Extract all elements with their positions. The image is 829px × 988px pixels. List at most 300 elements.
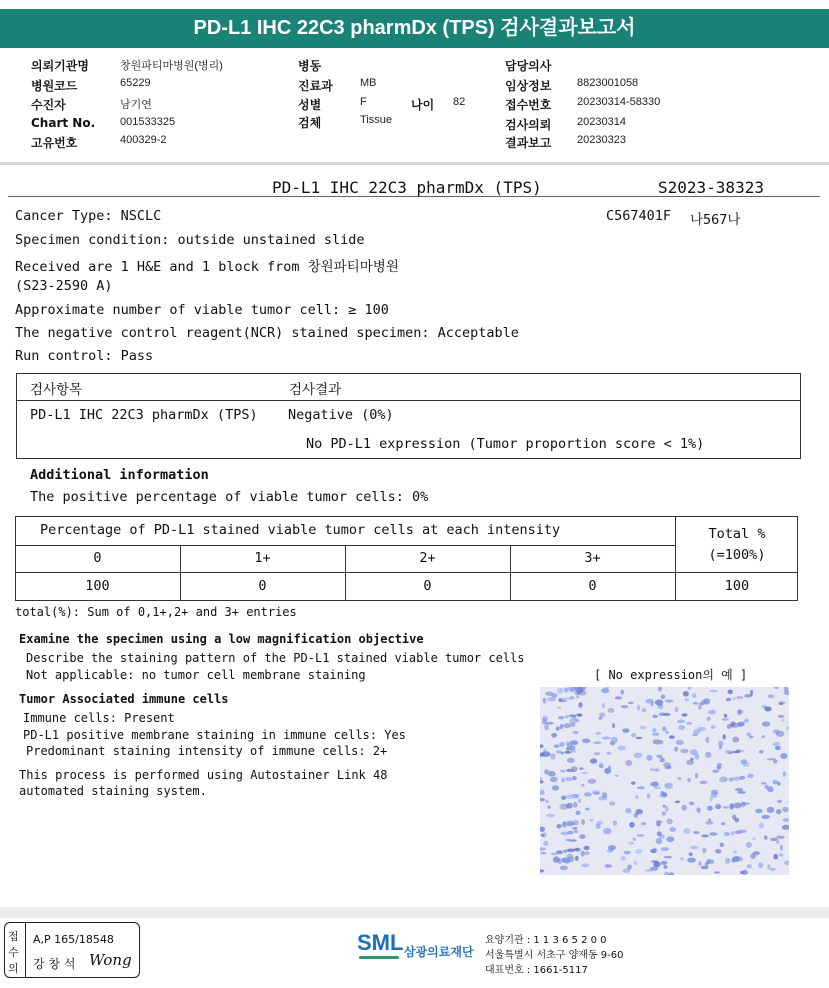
result-col-result-header: 검사결과 bbox=[289, 382, 342, 398]
cell-nucleus bbox=[714, 871, 720, 873]
cell-nucleus bbox=[690, 749, 698, 755]
cell-nucleus bbox=[703, 698, 710, 704]
cell-nucleus bbox=[752, 838, 756, 840]
label-doctor: 담당의사 bbox=[505, 59, 552, 73]
label-unique-no: 고유번호 bbox=[31, 136, 78, 150]
cell-nucleus bbox=[572, 827, 577, 829]
cell-nucleus bbox=[687, 858, 696, 863]
cell-nucleus bbox=[628, 702, 634, 704]
cell-nucleus bbox=[573, 731, 579, 734]
cell-nucleus bbox=[729, 777, 733, 782]
result-table-divider bbox=[16, 400, 801, 401]
cell-nucleus bbox=[569, 714, 577, 717]
cell-nucleus bbox=[762, 815, 770, 819]
cell-nucleus bbox=[738, 750, 744, 752]
intensity-val-3: 0 bbox=[588, 578, 597, 594]
cell-nucleus bbox=[603, 828, 611, 834]
stamp-side-char-1: 접 bbox=[8, 930, 19, 943]
cell-nucleus bbox=[689, 802, 694, 806]
cell-nucleus bbox=[655, 700, 663, 706]
cell-nucleus bbox=[640, 726, 647, 730]
value-chart-no: 001533325 bbox=[120, 116, 176, 128]
cell-nucleus bbox=[646, 755, 652, 761]
cell-nucleus bbox=[664, 783, 673, 789]
label-hospital-code: 병원코드 bbox=[31, 79, 78, 93]
address: 서울특별시 서초구 양재동 9-60 bbox=[485, 950, 624, 961]
cell-nucleus bbox=[709, 859, 714, 863]
cell-nucleus bbox=[782, 807, 789, 812]
cell-nucleus bbox=[767, 807, 775, 813]
cell-nucleus bbox=[552, 693, 558, 698]
cell-nucleus bbox=[697, 727, 706, 731]
intensity-val-1: 0 bbox=[258, 578, 267, 594]
cell-nucleus bbox=[540, 789, 545, 795]
cell-nucleus bbox=[602, 737, 611, 740]
cell-nucleus bbox=[569, 696, 575, 699]
cell-nucleus bbox=[779, 853, 783, 856]
cell-nucleus bbox=[540, 777, 543, 779]
cell-nucleus bbox=[735, 856, 742, 861]
report-title: PD-L1 IHC 22C3 pharmDx (TPS) 검사결과보고서 bbox=[0, 9, 829, 48]
cell-nucleus bbox=[715, 849, 721, 854]
cell-nucleus bbox=[681, 805, 687, 811]
cell-nucleus bbox=[654, 786, 661, 789]
cell-nucleus bbox=[624, 851, 631, 854]
cell-nucleus bbox=[590, 758, 597, 763]
value-specimen: Tissue bbox=[360, 114, 392, 126]
cell-nucleus bbox=[679, 725, 686, 730]
cell-nucleus bbox=[581, 819, 585, 825]
cell-nucleus bbox=[723, 734, 726, 740]
cell-nucleus bbox=[544, 769, 549, 774]
value-request-date: 20230314 bbox=[577, 116, 626, 128]
cell-nucleus bbox=[783, 818, 789, 822]
cell-nucleus bbox=[747, 864, 752, 868]
cell-nucleus bbox=[693, 702, 698, 705]
cell-nucleus bbox=[767, 864, 771, 869]
cell-nucleus bbox=[615, 696, 622, 699]
cell-nucleus bbox=[711, 792, 718, 798]
cell-nucleus bbox=[663, 865, 667, 869]
cell-nucleus bbox=[550, 777, 558, 782]
block-number: (S23-2590 A) bbox=[15, 278, 113, 294]
cell-nucleus bbox=[778, 715, 784, 718]
cell-nucleus bbox=[634, 753, 643, 759]
cell-nucleus bbox=[747, 733, 752, 737]
cell-nucleus bbox=[579, 767, 583, 770]
cell-nucleus bbox=[645, 699, 654, 704]
cell-nucleus bbox=[653, 848, 657, 852]
cell-nucleus bbox=[777, 800, 782, 804]
test-title: PD-L1 IHC 22C3 pharmDx (TPS) bbox=[272, 178, 542, 197]
foundation-name: 삼광의료재단 bbox=[404, 945, 474, 959]
cell-nucleus bbox=[552, 785, 559, 791]
intensity-header: Percentage of PD-L1 stained viable tumor cells at each intensity bbox=[40, 522, 561, 538]
cell-nucleus bbox=[608, 765, 611, 769]
cell-nucleus bbox=[545, 800, 549, 803]
cell-nucleus bbox=[551, 853, 558, 856]
cell-nucleus bbox=[625, 808, 631, 813]
signature: Wong bbox=[89, 951, 132, 969]
cell-nucleus bbox=[690, 846, 698, 850]
cell-nucleus bbox=[683, 691, 689, 697]
stamp-side-char-3: 의 bbox=[8, 962, 19, 975]
cell-nucleus bbox=[548, 771, 556, 777]
cell-nucleus bbox=[627, 864, 632, 869]
cell-nucleus bbox=[698, 861, 702, 866]
cell-nucleus bbox=[576, 811, 581, 815]
cell-nucleus bbox=[634, 861, 638, 866]
cell-nucleus bbox=[686, 760, 694, 765]
cell-nucleus bbox=[697, 807, 701, 813]
cell-nucleus bbox=[615, 775, 619, 777]
cell-nucleus bbox=[665, 699, 674, 702]
cell-nucleus bbox=[680, 749, 688, 754]
examine-line-2: Not applicable: no tumor cell membrane staining bbox=[26, 668, 366, 682]
cell-nucleus bbox=[608, 845, 616, 850]
cell-nucleus bbox=[724, 832, 730, 836]
cell-nucleus bbox=[711, 725, 716, 729]
cell-nucleus bbox=[740, 802, 746, 808]
cell-nucleus bbox=[667, 819, 673, 825]
cell-nucleus bbox=[677, 720, 685, 724]
cell-nucleus bbox=[618, 746, 627, 751]
cell-nucleus bbox=[746, 842, 752, 848]
intensity-col-1: 1+ bbox=[254, 550, 271, 566]
cell-nucleus bbox=[780, 845, 783, 851]
cell-nucleus bbox=[540, 744, 544, 748]
cell-nucleus bbox=[601, 688, 609, 693]
cell-nucleus bbox=[557, 688, 563, 694]
cell-nucleus bbox=[631, 733, 636, 737]
cell-nucleus bbox=[770, 868, 775, 871]
cell-nucleus bbox=[570, 740, 577, 745]
cell-nucleus bbox=[735, 788, 743, 791]
cell-nucleus bbox=[585, 808, 590, 811]
value-institution: 창원파티마병원(병리) bbox=[120, 60, 223, 72]
cell-nucleus bbox=[656, 838, 662, 844]
pathologist-name: 강 창 석 bbox=[33, 957, 76, 971]
cell-nucleus bbox=[641, 822, 646, 825]
cell-nucleus bbox=[621, 856, 626, 861]
cell-nucleus bbox=[761, 782, 767, 785]
run-control: Run control: Pass bbox=[15, 348, 154, 364]
cell-nucleus bbox=[737, 722, 744, 727]
cell-nucleus bbox=[562, 778, 565, 783]
cell-nucleus bbox=[635, 795, 639, 799]
value-unique-no: 400329-2 bbox=[120, 134, 167, 146]
cell-nucleus bbox=[563, 849, 567, 853]
cell-nucleus bbox=[707, 716, 711, 721]
cell-nucleus bbox=[560, 724, 564, 729]
cell-nucleus bbox=[621, 690, 624, 695]
stamp-side-char-2: 수 bbox=[8, 946, 19, 959]
cell-nucleus bbox=[725, 750, 732, 754]
cell-nucleus bbox=[596, 821, 603, 825]
cell-nucleus bbox=[738, 710, 743, 714]
cell-nucleus bbox=[741, 759, 747, 764]
cell-nucleus bbox=[636, 809, 643, 814]
cell-nucleus bbox=[684, 698, 689, 701]
cell-nucleus bbox=[737, 791, 746, 794]
cell-nucleus bbox=[573, 802, 577, 808]
cell-nucleus bbox=[664, 872, 669, 875]
cell-nucleus bbox=[557, 706, 561, 709]
cell-nucleus bbox=[715, 804, 721, 810]
cell-nucleus bbox=[609, 801, 615, 805]
cell-nucleus bbox=[570, 722, 575, 727]
cell-nucleus bbox=[604, 864, 611, 868]
cell-nucleus bbox=[662, 726, 667, 731]
cell-nucleus bbox=[554, 744, 560, 748]
cell-nucleus bbox=[656, 755, 662, 758]
cell-nucleus bbox=[773, 854, 778, 860]
specimen-code: C567401F bbox=[606, 208, 672, 224]
cell-nucleus bbox=[644, 869, 653, 872]
value-hospital-code: 65229 bbox=[120, 77, 151, 89]
cell-nucleus bbox=[581, 864, 589, 868]
cell-nucleus bbox=[588, 779, 597, 784]
cell-nucleus bbox=[656, 821, 664, 823]
label-patient: 수진자 bbox=[31, 98, 66, 112]
cell-nucleus bbox=[721, 822, 726, 825]
cell-nucleus bbox=[642, 708, 647, 712]
cell-nucleus bbox=[575, 856, 579, 861]
cell-nucleus bbox=[693, 831, 700, 834]
cell-nucleus bbox=[712, 769, 719, 773]
cell-nucleus bbox=[612, 723, 615, 728]
intensity-value-rule bbox=[15, 572, 798, 573]
cell-nucleus bbox=[728, 690, 733, 695]
cell-nucleus bbox=[764, 707, 771, 712]
cell-nucleus bbox=[741, 830, 746, 833]
cell-nucleus bbox=[702, 848, 706, 854]
cell-nucleus bbox=[637, 834, 645, 837]
cancer-type: Cancer Type: NSCLC bbox=[15, 208, 162, 224]
cell-nucleus bbox=[682, 713, 688, 716]
cell-nucleus bbox=[654, 768, 659, 771]
cell-nucleus bbox=[593, 741, 601, 744]
cell-nucleus bbox=[722, 718, 729, 720]
cell-nucleus bbox=[572, 776, 577, 780]
cell-nucleus bbox=[637, 705, 640, 711]
cell-nucleus bbox=[717, 765, 722, 769]
result-value: Negative (0%) bbox=[288, 407, 394, 423]
value-clinical-info: 8823001058 bbox=[577, 77, 639, 89]
cell-nucleus bbox=[567, 758, 575, 763]
value-department: MB bbox=[360, 77, 377, 89]
ncr-line: The negative control reagent(NCR) stained specimen: Acceptable bbox=[15, 325, 519, 341]
cell-nucleus bbox=[784, 861, 789, 866]
total-header: Total % bbox=[708, 526, 766, 542]
cell-nucleus bbox=[666, 836, 674, 842]
immune-line-2: PD-L1 positive membrane staining in immune cells: Yes bbox=[23, 728, 406, 742]
value-sex: F bbox=[360, 96, 367, 108]
cell-nucleus bbox=[708, 710, 716, 714]
cell-nucleus bbox=[564, 687, 568, 692]
process-line-1: This process is performed using Autostainer Link 48 bbox=[19, 768, 388, 782]
cell-nucleus bbox=[705, 752, 711, 758]
cell-nucleus bbox=[776, 809, 782, 815]
cell-nucleus bbox=[699, 781, 707, 785]
value-patient: 남기연 bbox=[120, 99, 152, 111]
cell-nucleus bbox=[574, 830, 578, 834]
cell-nucleus bbox=[584, 851, 590, 855]
cell-nucleus bbox=[786, 726, 789, 730]
cell-nucleus bbox=[647, 793, 651, 798]
cell-nucleus bbox=[709, 832, 717, 835]
cell-nucleus bbox=[689, 852, 693, 856]
cell-nucleus bbox=[540, 798, 545, 801]
cell-nucleus bbox=[768, 695, 775, 699]
cell-nucleus bbox=[652, 728, 656, 732]
cell-nucleus bbox=[606, 752, 611, 755]
microscopy-image bbox=[540, 687, 789, 875]
label-report-date: 결과보고 bbox=[505, 136, 552, 150]
cell-nucleus bbox=[540, 869, 544, 872]
cell-nucleus bbox=[660, 758, 665, 763]
cell-nucleus bbox=[755, 809, 763, 814]
cell-nucleus bbox=[687, 778, 691, 782]
cell-nucleus bbox=[725, 858, 731, 864]
cell-nucleus bbox=[556, 824, 561, 829]
cell-nucleus bbox=[636, 737, 643, 739]
cell-nucleus bbox=[550, 753, 556, 759]
cell-nucleus bbox=[692, 693, 696, 698]
cell-nucleus bbox=[683, 828, 690, 834]
cell-nucleus bbox=[666, 731, 669, 734]
cell-nucleus bbox=[663, 805, 666, 808]
cell-nucleus bbox=[736, 696, 743, 699]
cell-nucleus bbox=[608, 708, 615, 713]
cell-nucleus bbox=[613, 821, 617, 826]
immune-title: Tumor Associated immune cells bbox=[19, 692, 229, 706]
cell-nucleus bbox=[543, 698, 547, 704]
cell-nucleus bbox=[762, 721, 771, 726]
value-age: 82 bbox=[453, 96, 466, 108]
intensity-val-0: 100 bbox=[85, 578, 110, 594]
cell-nucleus bbox=[783, 771, 786, 777]
cell-nucleus bbox=[574, 848, 580, 851]
cell-nucleus bbox=[695, 773, 698, 779]
cell-nucleus bbox=[750, 853, 756, 859]
cell-nucleus bbox=[781, 719, 785, 721]
cell-nucleus bbox=[599, 713, 605, 718]
cell-nucleus bbox=[680, 857, 683, 861]
cell-nucleus bbox=[719, 777, 728, 783]
cell-nucleus bbox=[621, 705, 628, 708]
cell-nucleus bbox=[564, 751, 571, 754]
cell-nucleus bbox=[633, 838, 636, 841]
cell-nucleus bbox=[625, 760, 632, 766]
cell-nucleus bbox=[558, 716, 564, 719]
cell-nucleus bbox=[556, 727, 560, 731]
cell-nucleus bbox=[776, 731, 785, 737]
cell-nucleus bbox=[572, 794, 579, 798]
value-report-date: 20230323 bbox=[577, 134, 626, 146]
cell-nucleus bbox=[688, 687, 692, 690]
cell-nucleus bbox=[658, 687, 662, 692]
cell-nucleus bbox=[575, 714, 580, 717]
label-receipt-no: 접수번호 bbox=[505, 98, 552, 112]
cell-nucleus bbox=[720, 843, 724, 848]
stamp-side-label bbox=[4, 922, 26, 978]
cell-nucleus bbox=[543, 841, 548, 846]
cell-nucleus bbox=[560, 866, 568, 871]
intensity-col-2: 2+ bbox=[419, 550, 436, 566]
cell-nucleus bbox=[660, 740, 663, 745]
cell-nucleus bbox=[767, 786, 773, 792]
value-receipt-no: 20230314-58330 bbox=[577, 96, 661, 108]
cell-nucleus bbox=[562, 821, 567, 827]
cell-nucleus bbox=[709, 690, 717, 693]
cell-nucleus bbox=[563, 723, 571, 728]
cell-nucleus bbox=[571, 766, 578, 772]
footer-band bbox=[0, 907, 829, 918]
cell-nucleus bbox=[661, 861, 668, 865]
cell-nucleus bbox=[732, 857, 736, 863]
cell-nucleus bbox=[669, 827, 676, 832]
cell-nucleus bbox=[578, 798, 581, 803]
cell-nucleus bbox=[547, 806, 551, 809]
cell-nucleus bbox=[556, 750, 562, 753]
institution-code: 요양기관 : 1 1 3 6 5 2 0 0 bbox=[485, 935, 607, 946]
cell-nucleus bbox=[571, 750, 576, 752]
cell-nucleus bbox=[674, 746, 678, 751]
label-ward: 병동 bbox=[298, 59, 322, 73]
cell-nucleus bbox=[582, 739, 590, 744]
cell-nucleus bbox=[705, 821, 713, 825]
cell-nucleus bbox=[584, 792, 592, 796]
cell-nucleus bbox=[744, 869, 747, 875]
cell-nucleus bbox=[542, 716, 547, 722]
stamp-line-1: A,P 165/18548 bbox=[33, 933, 114, 946]
cell-nucleus bbox=[589, 819, 593, 822]
cell-nucleus bbox=[676, 740, 684, 745]
intensity-col-3: 3+ bbox=[584, 550, 601, 566]
cell-nucleus bbox=[701, 834, 709, 837]
label-request-date: 검사의뢰 bbox=[505, 118, 552, 132]
cell-nucleus bbox=[573, 820, 579, 826]
cell-nucleus bbox=[776, 839, 779, 844]
cell-nucleus bbox=[650, 768, 655, 771]
cell-nucleus bbox=[652, 715, 658, 719]
additional-line: The positive percentage of viable tumor cells: 0% bbox=[30, 489, 429, 505]
cell-nucleus bbox=[631, 781, 636, 784]
cell-nucleus bbox=[705, 737, 709, 743]
cell-nucleus bbox=[560, 770, 565, 773]
cell-nucleus bbox=[762, 735, 765, 738]
cell-nucleus bbox=[578, 702, 582, 708]
cell-nucleus bbox=[541, 834, 545, 837]
header-divider bbox=[0, 162, 829, 165]
cell-nucleus bbox=[707, 806, 713, 811]
cell-nucleus bbox=[566, 741, 569, 746]
cell-nucleus bbox=[540, 827, 545, 832]
cell-nucleus bbox=[579, 834, 585, 839]
cell-nucleus bbox=[718, 741, 723, 747]
cell-nucleus bbox=[546, 722, 554, 725]
cell-nucleus bbox=[583, 846, 589, 850]
cell-nucleus bbox=[596, 732, 601, 735]
cell-nucleus bbox=[540, 852, 546, 855]
image-caption: [ No expression의 예 ] bbox=[594, 668, 748, 682]
cell-nucleus bbox=[733, 697, 736, 700]
immune-line-3: Predominant staining intensity of immune cells: 2+ bbox=[26, 744, 388, 758]
cell-nucleus bbox=[780, 753, 787, 759]
report-id: S2023-38323 bbox=[658, 178, 764, 197]
cell-nucleus bbox=[730, 803, 734, 809]
